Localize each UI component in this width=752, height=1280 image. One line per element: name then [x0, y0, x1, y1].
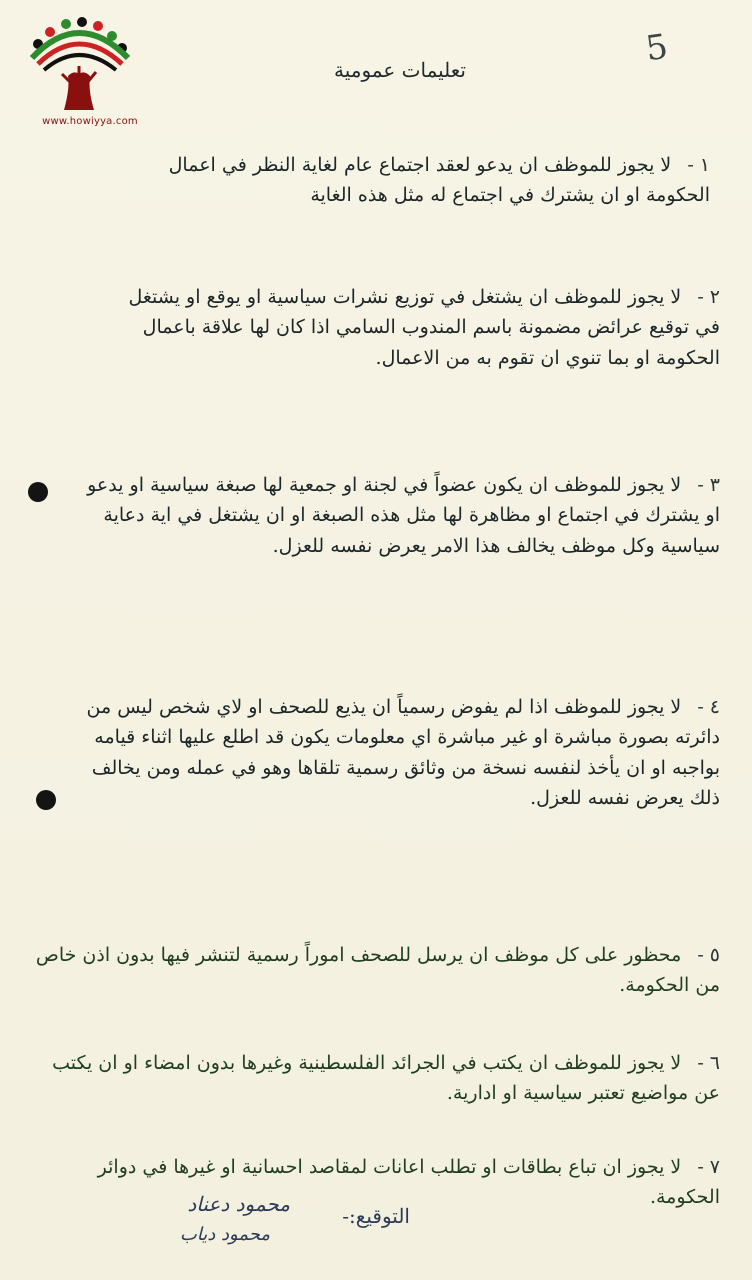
signature-label: التوقيع:-	[342, 1204, 410, 1228]
document-title: تعليمات عمومية	[333, 58, 466, 82]
clause-text: محظور على كل موظف ان يرسل للصحف اموراً رسمية لتنشر فيها بدون اذن خاص من الحكومة.	[35, 944, 720, 997]
howiyya-logo	[24, 14, 138, 136]
tree-logo-icon	[24, 14, 134, 114]
punch-hole	[28, 482, 48, 502]
clause-number: ٣ -	[697, 474, 720, 496]
clause-text: لا يجوز للموظف ان يدعو لعقد اجتماع عام لغاية النظر في اعمال الحكومة او ان يشترك في اجتماع له مثل هذه الغاية	[168, 154, 710, 207]
clause-6	[40, 1048, 720, 1109]
clause-number: ٧ -	[697, 1156, 720, 1178]
clause-5	[30, 940, 720, 1001]
signature-block	[110, 1192, 410, 1272]
clause-text: لا يجوز للموظف ان يكتب في الجرائد الفلسطينية وغيرها بدون امضاء او ان يكتب عن مواضيع تعتبر سياسية او ادارية.	[52, 1052, 720, 1105]
clause-text: لا يجوز للموظف ان يكون عضواً في لجنة او جمعية لها صبغة سياسية او يدعو او يشترك في اجتماع او مظاهرة لها مثل هذه الصبغة او ان يشتغل في اية دعاية سياسية وكل موظف يخالف هذا الامر يعرض نفسه للعزل.	[87, 474, 720, 557]
logo-url-text: www.howiyya.com	[42, 116, 138, 127]
clause-3	[70, 470, 720, 561]
clause-number: ١ -	[687, 154, 710, 176]
signature-name: محمود دعناد	[187, 1192, 290, 1216]
clause-number: ٤ -	[697, 696, 720, 718]
clause-text: لا يجوز ان تباع بطاقات او تطلب اعانات لمقاصد احسانية او غيرها في دوائر الحكومة.	[97, 1156, 720, 1209]
punch-hole	[36, 790, 56, 810]
clause-number: ٥ -	[697, 944, 720, 966]
clause-number: ٢ -	[697, 286, 720, 308]
clause-number: ٦ -	[697, 1052, 720, 1074]
clause-1	[110, 150, 710, 211]
signature-name-second: محمود دياب	[179, 1224, 270, 1245]
page-number: 5	[643, 26, 671, 70]
clause-4	[70, 692, 720, 814]
clause-2	[120, 282, 720, 373]
clause-text: لا يجوز للموظف اذا لم يفوض رسمياً ان يذيع للصحف او لاي شخص ليس من دائرته بصورة مباشرة او غير مباشرة اي معلومات يكون قد اطلع عليها اثناء قيامه بواجبه او ان يأخذ لنفسه نسخة من وثائق رسمية تلقاها وهو في عمله ومن يخالف ذلك يعرض نفسه للعزل.	[86, 696, 720, 810]
clause-text: لا يجوز للموظف ان يشتغل في توزيع نشرات سياسية او يوقع او يشتغل في توقيع عرائض مضمونة باسم المندوب السامي اذا كان لها علاقة باعمال الحكومة او بما تنوي ان تقوم به من الاعمال.	[128, 286, 720, 369]
